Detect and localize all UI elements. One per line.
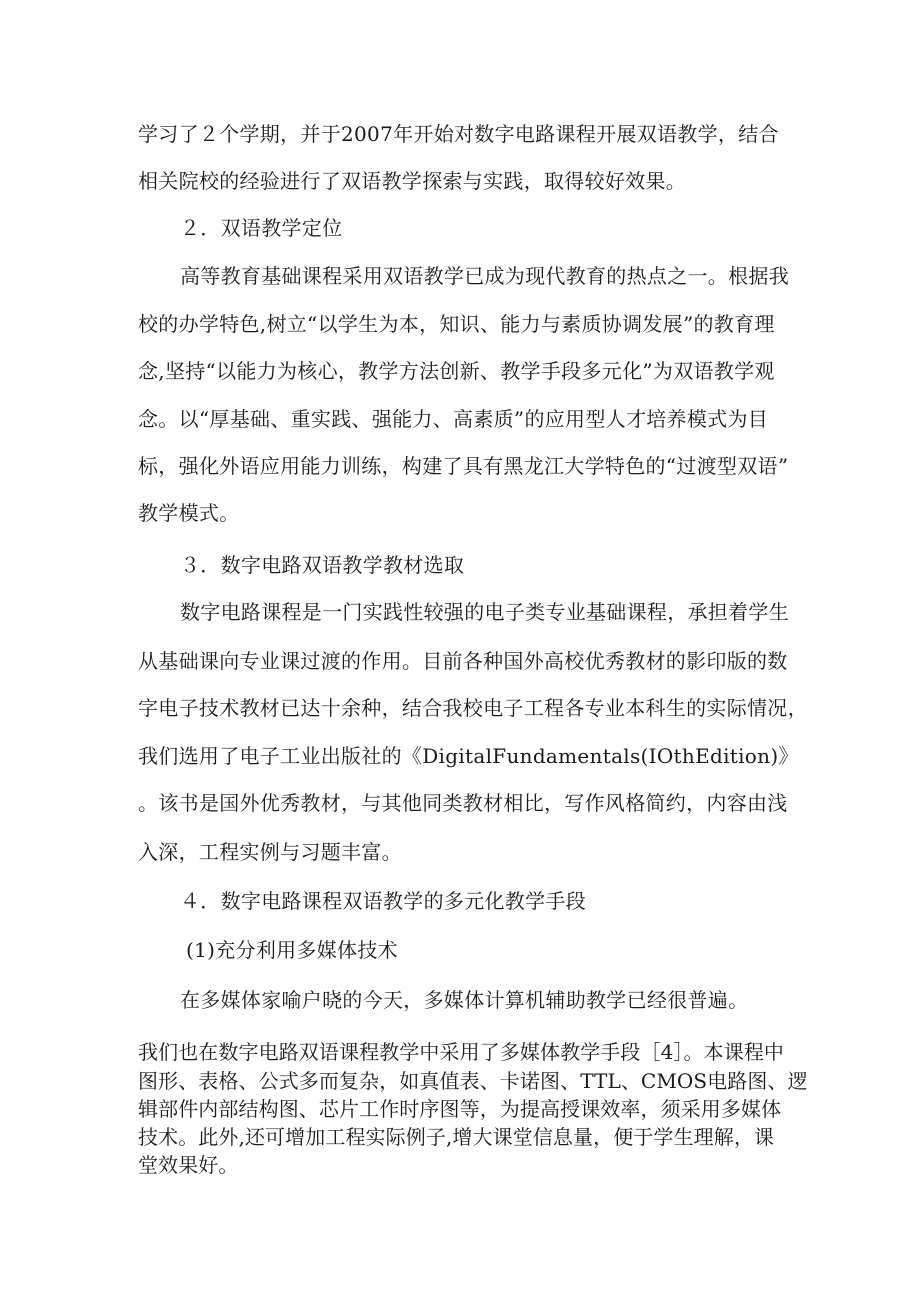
section-heading: ２．双语教学定位 [180,216,343,240]
paragraph-line: 技术。此外,还可增加工程实际例子,增大课堂信息量，便于学生理解，课 [138,1125,775,1149]
paragraph-line: 。该书是国外优秀教材，与其他同类教材相比，写作风格简约，内容由浅 [138,791,788,815]
paragraph-line: 在多媒体家喻户晓的今天，多媒体计算机辅助教学已经很普遍。 [180,988,749,1012]
subsection-heading: (1)充分利用多媒体技术 [186,938,398,962]
paragraph-line: 念,坚持“以能力为核心，教学方法创新、教学手段多元化”为双语教学观 [138,359,775,383]
paragraph-line: 念。以“厚基础、重实践、强能力、高素质”的应用型人才培养模式为目 [138,407,769,431]
paragraph-line: 学习了２个学期，并于2007年开始对数字电路课程开展双语教学，结合 [138,122,779,146]
paragraph-line: 数字电路课程是一门实践性较强的电子类专业基础课程，承担着学生 [180,600,789,624]
paragraph-line: 相关院校的经验进行了双语教学探索与实践，取得较好效果。 [138,169,687,193]
paragraph-line: 图形、表格、公式多而复杂，如真值表、卡诺图、TTL、CMOS电路图、逻 [138,1069,808,1093]
paragraph-line: 我们也在数字电路双语课程教学中采用了多媒体教学手段［4］。本课程中 [138,1040,785,1064]
section-heading: ４．数字电路课程双语教学的多元化教学手段 [180,889,586,913]
paragraph-line: 我们选用了电子工业出版社的《DigitalFundamentals(IOthEdition)》 [138,744,799,768]
section-heading: ３．数字电路双语教学教材选取 [180,553,465,577]
paragraph-line: 辑部件内部结构图、芯片工作时序图等，为提高授课效率，须采用多媒体 [138,1097,782,1121]
paragraph-line: 标，强化外语应用能力训练，构建了具有黑龙江大学特色的“过渡型双语” [138,454,789,478]
paragraph-line: 入深，工程实例与习题丰富。 [138,840,402,864]
paragraph-line: 教学模式。 [138,501,240,525]
paragraph-line: 高等教育基础课程采用双语教学已成为现代教育的热点之一。根据我 [180,264,789,288]
paragraph-line: 堂效果好。 [138,1153,239,1177]
paragraph-line: 字电子技术教材已达十余种，结合我校电子工程各专业本科生的实际情况， [138,696,808,720]
paragraph-line: 从基础课向专业课过渡的作用。目前各种国外高校优秀教材的影印版的数 [138,649,788,673]
paragraph-line: 校的办学特色,树立“以学生为本，知识、能力与素质协调发展”的教育理 [138,312,775,336]
